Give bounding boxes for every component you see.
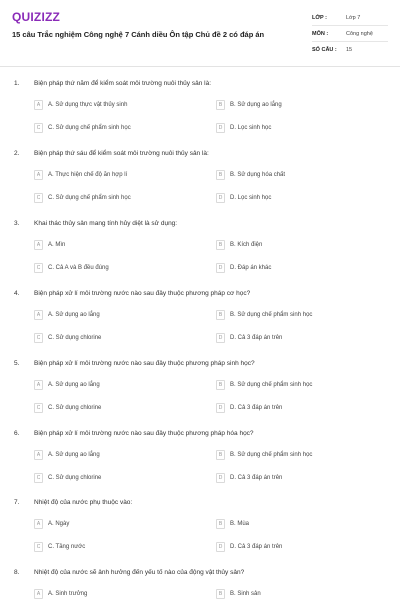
question-5	[0, 360, 400, 430]
answer-option-b[interactable]	[216, 448, 312, 461]
question-text: Biện pháp xử lí môi trường nước nào sau đây thuộc phương pháp cơ học?	[34, 290, 251, 297]
question-number: 8.	[14, 569, 20, 576]
answer-text: A. Thực hiện chế độ ăn hợp lí	[48, 171, 128, 178]
answer-option-c[interactable]	[34, 191, 131, 204]
worksheet-title: 15 câu Trắc nghiệm Công nghệ 7 Cánh diều Ôn tập Chủ đề 2 có đáp án	[12, 30, 265, 39]
option-letter-box: D	[216, 193, 225, 203]
answer-text: D. Đáp án khác	[230, 264, 272, 271]
quizizz-logo: QUIZIZZ	[12, 10, 61, 24]
question-text: Nhiệt độ của nước phụ thuộc vào:	[34, 499, 133, 506]
meta-row-subject	[312, 26, 388, 42]
question-7	[0, 499, 400, 569]
answer-option-d[interactable]	[216, 331, 282, 344]
option-letter-box: D	[216, 263, 225, 273]
worksheet-header	[0, 0, 400, 67]
answer-text: A. Sử dụng ao lắng	[48, 311, 100, 318]
meta-label: MÔN :	[312, 30, 329, 37]
answer-text: B. Sử dụng chế phẩm sinh học	[230, 381, 313, 388]
answer-option-a[interactable]	[34, 587, 87, 600]
option-letter-box: C	[34, 123, 43, 133]
answer-option-b[interactable]	[216, 378, 312, 391]
option-letter-box: A	[34, 170, 43, 180]
option-letter-box: B	[216, 519, 225, 529]
option-letter-box: A	[34, 100, 43, 110]
option-letter-box: C	[34, 333, 43, 343]
question-text: Biện pháp xử lí môi trường nước nào sau đây thuộc phương pháp sinh học?	[34, 360, 255, 367]
answer-text: D. Lọc sinh học	[230, 194, 272, 201]
answer-text: B. Sinh sản	[230, 590, 261, 597]
question-3	[0, 220, 400, 290]
answer-option-c[interactable]	[34, 121, 131, 134]
answer-option-d[interactable]	[216, 471, 282, 484]
meta-value: Công nghệ	[346, 30, 373, 37]
option-letter-box: B	[216, 450, 225, 460]
question-number: 7.	[14, 499, 20, 506]
option-letter-box: C	[34, 473, 43, 483]
answer-text: B. Sử dụng chế phẩm sinh học	[230, 311, 313, 318]
question-number: 3.	[14, 220, 20, 227]
option-letter-box: D	[216, 473, 225, 483]
answer-option-b[interactable]	[216, 168, 285, 181]
option-letter-box: B	[216, 170, 225, 180]
question-1	[0, 80, 400, 150]
answer-option-c[interactable]	[34, 401, 101, 414]
option-letter-box: D	[216, 333, 225, 343]
answer-option-d[interactable]	[216, 401, 282, 414]
question-text: Biện pháp xử lí môi trường nước nào sau đây thuộc phương pháp hóa học?	[34, 430, 254, 437]
answer-text: C. Sử dụng chế phẩm sinh học	[48, 124, 131, 131]
answer-option-c[interactable]	[34, 471, 101, 484]
answer-option-a[interactable]	[34, 98, 127, 111]
option-letter-box: D	[216, 123, 225, 133]
answer-text: B. Mùa	[230, 520, 250, 527]
answer-option-c[interactable]	[34, 261, 109, 274]
meta-value: Lớp 7	[346, 14, 361, 21]
question-number: 5.	[14, 360, 20, 367]
answer-text: D. Lọc sinh học	[230, 124, 272, 131]
option-letter-box: C	[34, 193, 43, 203]
answer-option-d[interactable]	[216, 261, 271, 274]
answer-text: D. Cả 3 đáp án trên	[230, 474, 283, 481]
answer-option-a[interactable]	[34, 168, 127, 181]
answer-option-a[interactable]	[34, 308, 100, 321]
answer-option-d[interactable]	[216, 121, 271, 134]
answer-text: C. Tầng nước	[48, 543, 86, 550]
question-text: Biện pháp thứ sáu để kiểm soát môi trường nuôi thủy sản là:	[34, 150, 209, 157]
answer-option-a[interactable]	[34, 517, 69, 530]
answer-text: C. Sử dụng chlorine	[48, 404, 102, 411]
question-text: Nhiệt độ của nước sẽ ảnh hưởng đến yếu tố nào của động vật thủy sản?	[34, 569, 245, 576]
answer-option-d[interactable]	[216, 540, 282, 553]
option-letter-box: B	[216, 310, 225, 320]
meta-label: SỐ CÂU :	[312, 46, 337, 53]
answer-option-a[interactable]	[34, 378, 100, 391]
option-letter-box: A	[34, 240, 43, 250]
question-text: Biện pháp thứ năm để kiểm soát môi trường nuôi thủy sản là:	[34, 80, 212, 87]
question-4	[0, 290, 400, 360]
meta-row-count	[312, 42, 388, 57]
answer-text: A. Sử dụng ao lắng	[48, 381, 100, 388]
answer-text: B. Sử dụng chế phẩm sinh học	[230, 451, 313, 458]
answer-text: C. Sử dụng chlorine	[48, 334, 102, 341]
answer-text: D. Cả 3 đáp án trên	[230, 543, 283, 550]
option-letter-box: A	[34, 380, 43, 390]
answer-text: D. Cả 3 đáp án trên	[230, 404, 283, 411]
option-letter-box: A	[34, 589, 43, 599]
answer-option-d[interactable]	[216, 191, 271, 204]
option-letter-box: A	[34, 519, 43, 529]
option-letter-box: C	[34, 403, 43, 413]
option-letter-box: B	[216, 100, 225, 110]
answer-text: A. Sử dụng ao lắng	[48, 451, 100, 458]
answer-text: C. Cả A và B đều đúng	[48, 264, 109, 271]
meta-row-class	[312, 10, 388, 26]
option-letter-box: D	[216, 542, 225, 552]
option-letter-box: A	[34, 450, 43, 460]
option-letter-box: C	[34, 542, 43, 552]
question-number: 2.	[14, 150, 20, 157]
option-letter-box: D	[216, 403, 225, 413]
answer-text: B. Kích điện	[230, 241, 263, 248]
option-letter-box: B	[216, 589, 225, 599]
answer-option-c[interactable]	[34, 331, 101, 344]
question-text: Khai thác thủy sản mang tính hủy diệt là sử dụng:	[34, 220, 178, 227]
answer-text: A. Mìn	[48, 241, 66, 248]
answer-option-c[interactable]	[34, 540, 85, 553]
answer-text: C. Sử dụng chlorine	[48, 474, 102, 481]
meta-value: 15	[346, 46, 353, 53]
answer-option-b[interactable]	[216, 587, 261, 600]
question-number: 4.	[14, 290, 20, 297]
question-6	[0, 430, 400, 500]
question-number: 1.	[14, 80, 20, 87]
answer-option-a[interactable]	[34, 448, 100, 461]
answer-text: A. Sử dụng thực vật thủy sinh	[48, 101, 128, 108]
option-letter-box: A	[34, 310, 43, 320]
answer-text: B. Sử dụng hóa chất	[230, 171, 286, 178]
worksheet-meta	[312, 10, 388, 57]
answer-text: A. Ngày	[48, 520, 70, 527]
answer-option-b[interactable]	[216, 517, 249, 530]
answer-option-a[interactable]	[34, 238, 65, 251]
answer-text: C. Sử dụng chế phẩm sinh học	[48, 194, 131, 201]
question-2	[0, 150, 400, 220]
option-letter-box: C	[34, 263, 43, 273]
answer-option-b[interactable]	[216, 238, 262, 251]
question-number: 6.	[14, 430, 20, 437]
answer-text: D. Cả 3 đáp án trên	[230, 334, 283, 341]
option-letter-box: B	[216, 240, 225, 250]
option-letter-box: B	[216, 380, 225, 390]
answer-text: A. Sinh trưởng	[48, 590, 88, 597]
answer-option-b[interactable]	[216, 308, 312, 321]
answer-option-b[interactable]	[216, 98, 282, 111]
question-8	[0, 569, 400, 600]
meta-label: LỚP :	[312, 14, 327, 21]
answer-text: B. Sử dụng ao lắng	[230, 101, 282, 108]
